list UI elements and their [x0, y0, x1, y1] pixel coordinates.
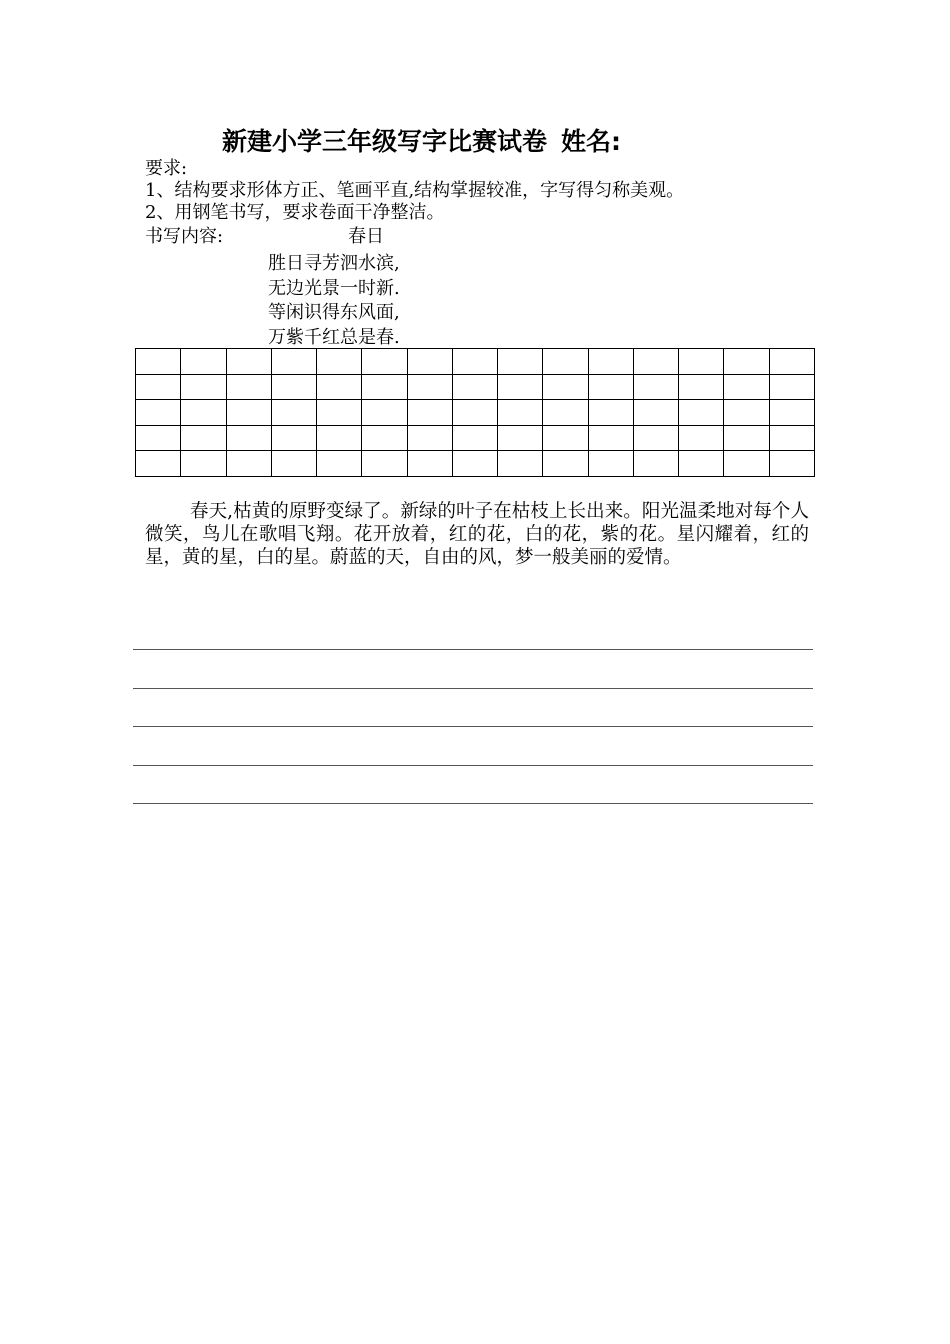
passage-text: 春天,枯黄的原野变绿了。新绿的叶子在枯枝上长出来。阳光温柔地对每个人微笑，鸟儿在歌唱飞翔。花开放着，红的花，白的花，紫的花。星闪耀着，红的星，黄的星，白的星。蔚蓝的天，自由的风，梦一般美丽的爱情。: [145, 501, 809, 568]
writing-box[interactable]: [543, 425, 588, 451]
writing-box[interactable]: [679, 451, 724, 477]
requirement-item-1: 1、结构要求形体方正、笔画平直,结构掌握较准，字写得匀称美观。: [145, 180, 685, 201]
writing-box[interactable]: [543, 349, 588, 375]
writing-box[interactable]: [136, 451, 181, 477]
writing-box[interactable]: [452, 374, 497, 400]
writing-box[interactable]: [769, 349, 814, 375]
writing-box[interactable]: [407, 349, 452, 375]
writing-box[interactable]: [679, 349, 724, 375]
poem-lines: [268, 252, 400, 350]
writing-box[interactable]: [724, 400, 769, 426]
writing-box[interactable]: [181, 425, 226, 451]
writing-box[interactable]: [769, 374, 814, 400]
poem-title: 春日: [348, 226, 384, 247]
answer-line[interactable]: [133, 688, 813, 689]
writing-box[interactable]: [271, 400, 316, 426]
writing-box[interactable]: [452, 451, 497, 477]
writing-box[interactable]: [226, 374, 271, 400]
writing-box[interactable]: [181, 400, 226, 426]
writing-box[interactable]: [543, 400, 588, 426]
writing-box[interactable]: [362, 400, 407, 426]
writing-grid: [135, 348, 815, 477]
writing-box[interactable]: [362, 425, 407, 451]
writing-box[interactable]: [271, 425, 316, 451]
poem-line: 万紫千红总是春.: [268, 326, 400, 348]
writing-box[interactable]: [136, 374, 181, 400]
writing-box[interactable]: [407, 400, 452, 426]
answer-line[interactable]: [133, 726, 813, 727]
writing-box[interactable]: [769, 425, 814, 451]
grid-row: [136, 349, 815, 375]
writing-box[interactable]: [724, 425, 769, 451]
writing-box[interactable]: [136, 400, 181, 426]
writing-box[interactable]: [317, 349, 362, 375]
writing-box[interactable]: [633, 400, 678, 426]
writing-box[interactable]: [317, 451, 362, 477]
writing-box[interactable]: [679, 374, 724, 400]
writing-box[interactable]: [362, 349, 407, 375]
requirements-heading: 要求:: [145, 158, 188, 179]
writing-box[interactable]: [679, 425, 724, 451]
writing-box[interactable]: [498, 425, 543, 451]
writing-box[interactable]: [226, 425, 271, 451]
writing-box[interactable]: [679, 400, 724, 426]
writing-box[interactable]: [724, 451, 769, 477]
writing-box[interactable]: [769, 400, 814, 426]
writing-box[interactable]: [633, 374, 678, 400]
writing-box[interactable]: [407, 425, 452, 451]
writing-box[interactable]: [452, 349, 497, 375]
writing-box[interactable]: [498, 451, 543, 477]
writing-box[interactable]: [407, 451, 452, 477]
writing-box[interactable]: [136, 349, 181, 375]
writing-box[interactable]: [543, 374, 588, 400]
writing-box[interactable]: [271, 374, 316, 400]
writing-box[interactable]: [181, 349, 226, 375]
writing-box[interactable]: [543, 451, 588, 477]
name-label: 姓名:: [561, 127, 622, 156]
writing-box[interactable]: [317, 400, 362, 426]
answer-line[interactable]: [133, 765, 813, 766]
writing-box[interactable]: [226, 400, 271, 426]
grid-row: [136, 400, 815, 426]
writing-box[interactable]: [498, 400, 543, 426]
writing-box[interactable]: [633, 349, 678, 375]
poem-line: 等闲识得东风面,: [268, 302, 400, 323]
writing-box[interactable]: [769, 451, 814, 477]
answer-line[interactable]: [133, 649, 813, 650]
writing-box[interactable]: [317, 425, 362, 451]
writing-box[interactable]: [588, 349, 633, 375]
writing-box[interactable]: [498, 349, 543, 375]
content-label: 书写内容:: [145, 226, 224, 247]
writing-box[interactable]: [498, 374, 543, 400]
page-title: [222, 126, 621, 158]
writing-box[interactable]: [271, 451, 316, 477]
writing-box[interactable]: [317, 374, 362, 400]
poem-line: 胜日寻芳泗水滨,: [268, 253, 400, 274]
answer-line[interactable]: [133, 803, 813, 804]
writing-box[interactable]: [452, 400, 497, 426]
writing-box[interactable]: [226, 349, 271, 375]
writing-box[interactable]: [362, 374, 407, 400]
writing-box[interactable]: [181, 374, 226, 400]
writing-box[interactable]: [588, 400, 633, 426]
poem-line: 无边光景一时新.: [268, 277, 400, 299]
writing-box[interactable]: [588, 451, 633, 477]
writing-box[interactable]: [226, 451, 271, 477]
writing-box[interactable]: [633, 425, 678, 451]
writing-box[interactable]: [362, 451, 407, 477]
writing-box[interactable]: [724, 374, 769, 400]
writing-box[interactable]: [588, 374, 633, 400]
writing-box[interactable]: [181, 451, 226, 477]
writing-box[interactable]: [407, 374, 452, 400]
requirement-item-2: 2、用钢笔书写，要求卷面干净整洁。: [145, 202, 445, 223]
grid-row: [136, 374, 815, 400]
writing-box[interactable]: [588, 425, 633, 451]
writing-box[interactable]: [136, 425, 181, 451]
requirements-block: [145, 158, 684, 224]
exam-title: 新建小学三年级写字比赛试卷: [222, 127, 548, 156]
writing-box[interactable]: [724, 349, 769, 375]
grid-row: [136, 451, 815, 477]
writing-box[interactable]: [452, 425, 497, 451]
grid-row: [136, 425, 815, 451]
writing-box[interactable]: [633, 451, 678, 477]
writing-box[interactable]: [271, 349, 316, 375]
